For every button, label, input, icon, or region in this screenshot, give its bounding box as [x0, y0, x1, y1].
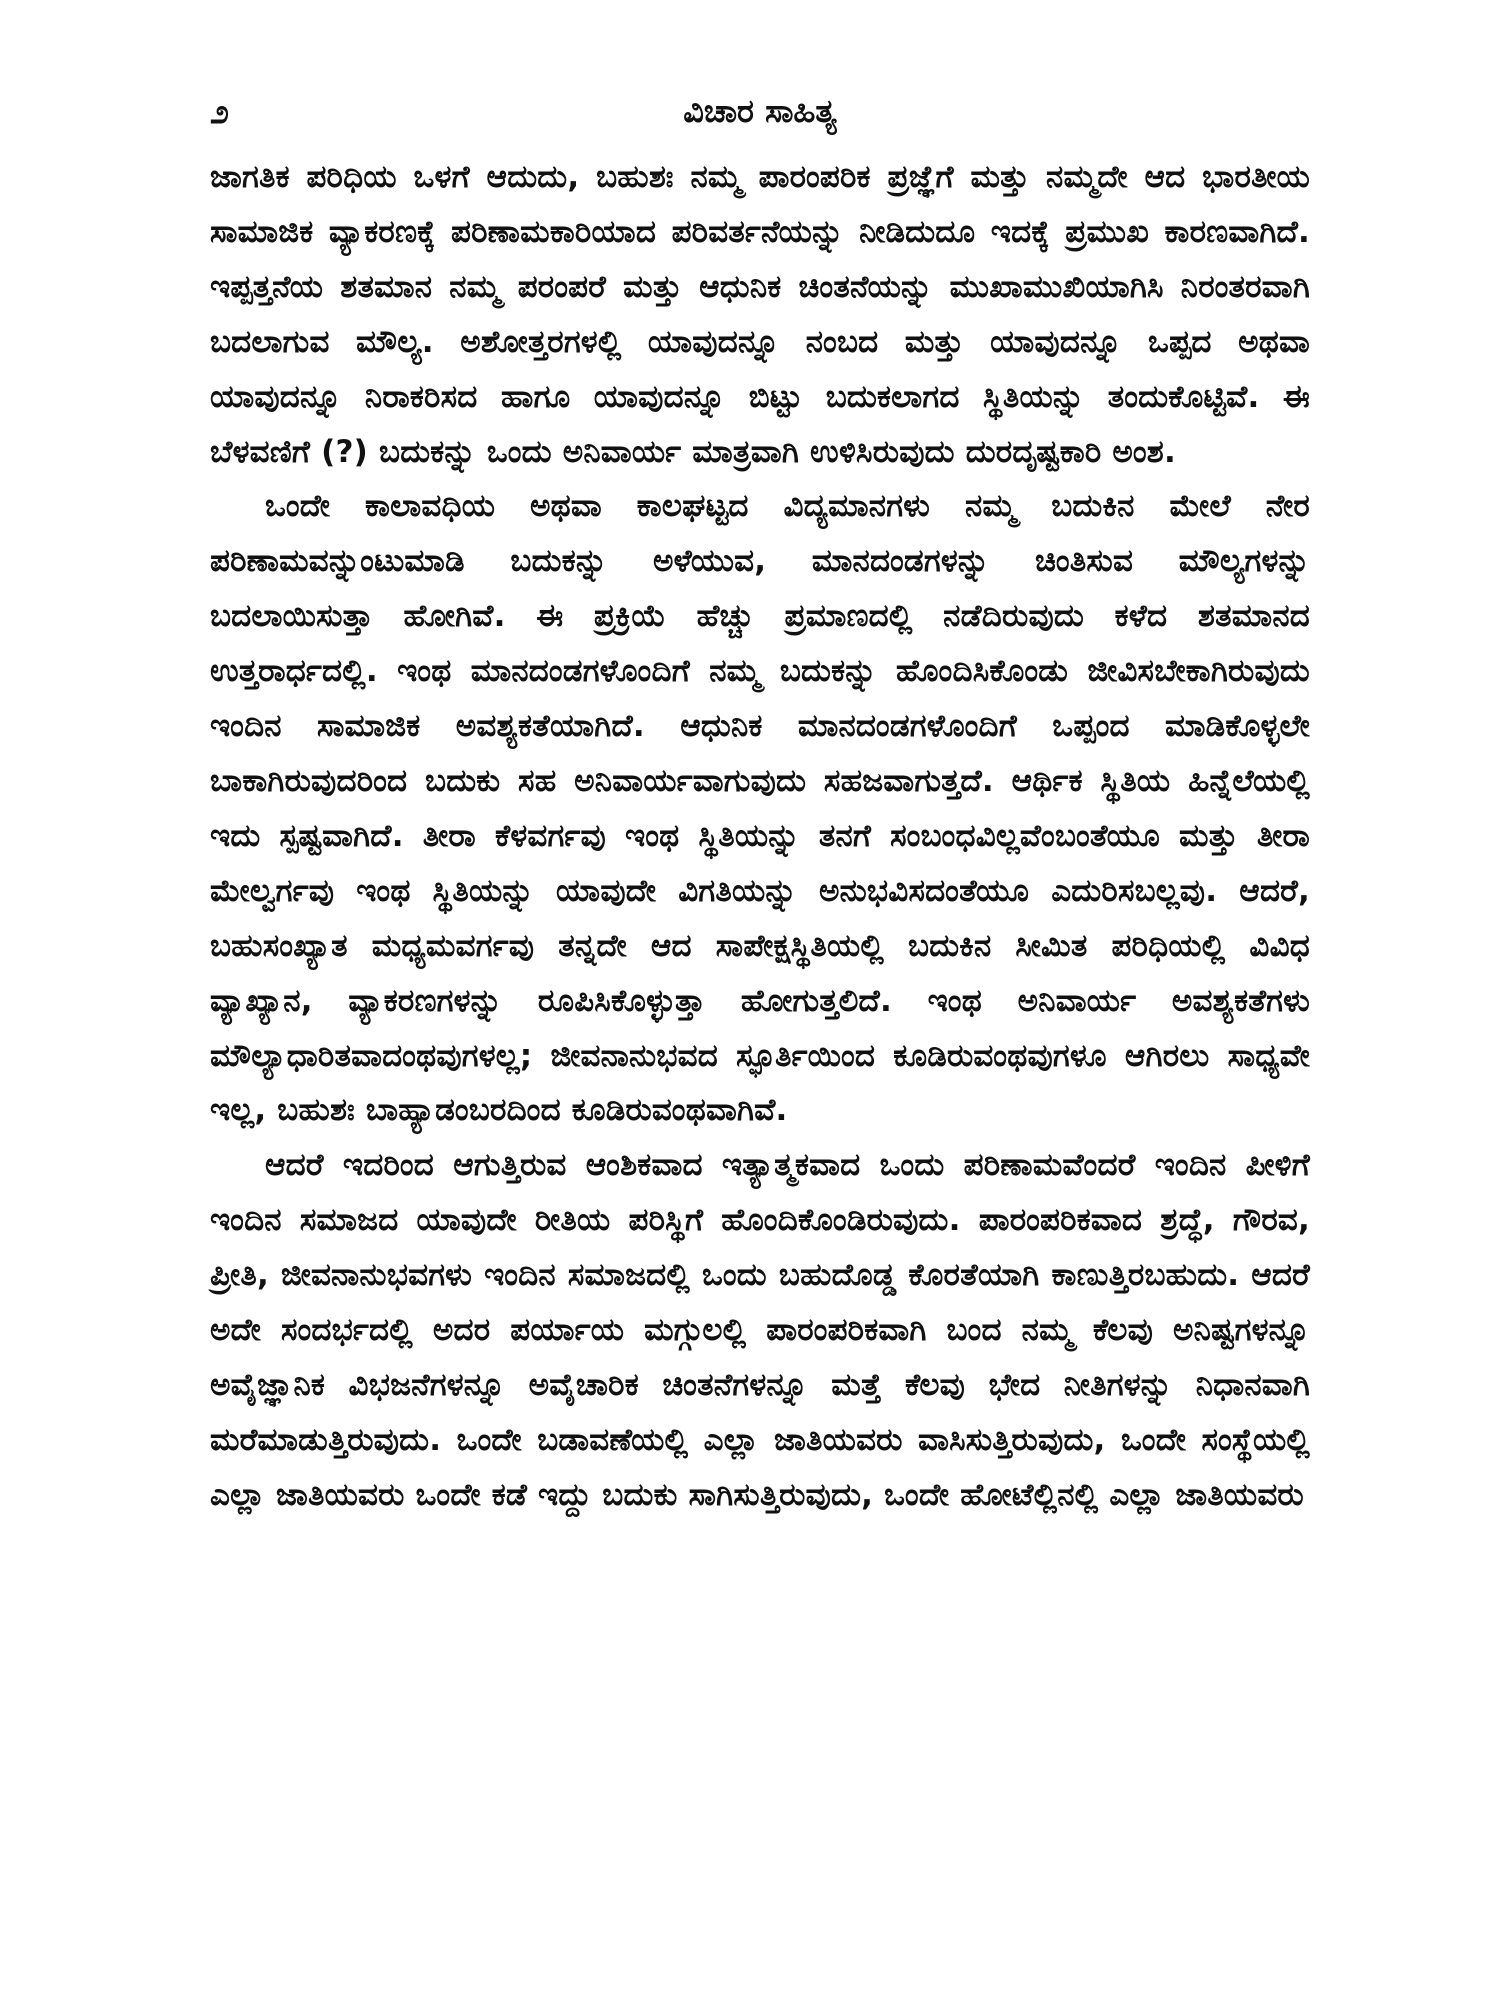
- paragraph-1: ಜಾಗತಿಕ ಪರಿಧಿಯ ಒಳಗೆ ಆದುದು, ಬಹುಶಃ ನಮ್ಮ ಪಾರಂಪರಿಕ ಪ್ರಜ್ಞೆಗೆ ಮತ್ತು ನಮ್ಮದೇ ಆದ ಭಾರತೀಯ ಸಾಮಾಜಿಕ ವ್ಯಾಕರಣಕ್ಕೆ ಪರಿಣಾಮಕಾರಿಯಾದ ಪರಿವರ್ತನೆಯನ್ನು ನೀಡಿದುದೂ ಇದಕ್ಕೆ ಪ್ರಮುಖ ಕಾರಣವಾಗಿದೆ. ಇಪ್ಪತ್ತನೆಯ ಶತಮಾನ ನಮ್ಮ ಪರಂಪರೆ ಮತ್ತು ಆಧುನಿಕ ಚಿಂತನೆಯನ್ನು ಮುಖಾಮುಖಿಯಾಗಿಸಿ ನಿರಂತರವಾಗಿ ಬದಲಾಗುವ ಮೌಲ್ಯ. ಅಶೋತ್ತರಗಳಲ್ಲಿ ಯಾವುದನ್ನೂ ನಂಬದ ಮತ್ತು ಯಾವುದನ್ನೂ ಒಪ್ಪದ ಅಥವಾ ಯಾವುದನ್ನೂ ನಿರಾಕರಿಸದ ಹಾಗೂ ಯಾವುದನ್ನೂ ಬಿಟ್ಟು ಬದುಕಲಾಗದ ಸ್ಥಿತಿಯನ್ನು ತಂದುಕೊಟ್ಟಿವೆ. ಈ ಬೆಳವಣಿಗೆ (?) ಬದುಕನ್ನು ಒಂದು ಅನಿವಾರ್ಯ ಮಾತ್ರವಾಗಿ ಉಳಿಸಿರುವುದು ದುರದೃಷ್ಟಕಾರಿ ಅಂಶ.: [210, 159, 1310, 470]
- page-header: [210, 92, 1310, 142]
- running-title: ವಿಚಾರ ಸಾಹಿತ್ಯ: [683, 92, 837, 130]
- paragraph-2: ಒಂದೇ ಕಾಲಾವಧಿಯ ಅಥವಾ ಕಾಲಘಟ್ಟದ ವಿದ್ಯಮಾನಗಳು ನಮ್ಮ ಬದುಕಿನ ಮೇಲೆ ನೇರ ಪರಿಣಾಮವನ್ನುಂಟುಮಾಡಿ ಬದುಕನ್ನು ಅಳೆಯುವ, ಮಾನದಂಡಗಳನ್ನು ಚಿಂತಿಸುವ ಮೌಲ್ಯಗಳನ್ನು ಬದಲಾಯಿಸುತ್ತಾ ಹೋಗಿವೆ. ಈ ಪ್ರಕ್ರಿಯೆ ಹೆಚ್ಚು ಪ್ರಮಾಣದಲ್ಲಿ ನಡೆದಿರುವುದು ಕಳೆದ ಶತಮಾನದ ಉತ್ತರಾರ್ಧದಲ್ಲಿ. ಇಂಥ ಮಾನದಂಡಗಳೊಂದಿಗೆ ನಮ್ಮ ಬದುಕನ್ನು ಹೊಂದಿಸಿಕೊಂಡು ಜೀವಿಸಬೇಕಾಗಿರುವುದು ಇಂದಿನ ಸಾಮಾಜಿಕ ಅವಶ್ಯಕತೆಯಾಗಿದೆ. ಆಧುನಿಕ ಮಾನದಂಡಗಳೊಂದಿಗೆ ಒಪ್ಪಂದ ಮಾಡಿಕೊಳ್ಳಲೇ ಬಾಕಾಗಿರುವುದರಿಂದ ಬದುಕು ಸಹ ಅನಿವಾರ್ಯವಾಗುವುದು ಸಹಜವಾಗುತ್ತದೆ. ಆರ್ಥಿಕ ಸ್ಥಿತಿಯ ಹಿನ್ನೆಲೆಯಲ್ಲಿ ಇದು ಸ್ಪಷ್ಟವಾಗಿದೆ. ತೀರಾ ಕೆಳವರ್ಗವು ಇಂಥ ಸ್ಥಿತಿಯನ್ನು ತನಗೆ ಸಂಬಂಧವಿಲ್ಲವೆಂಬಂತೆಯೂ ಮತ್ತು ತೀರಾ ಮೇಲ್ವರ್ಗವು ಇಂಥ ಸ್ಥಿತಿಯನ್ನು ಯಾವುದೇ ವಿಗತಿಯನ್ನು ಅನುಭವಿಸದಂತೆಯೂ ಎದುರಿಸಬಲ್ಲವು. ಆದರೆ, ಬಹುಸಂಖ್ಯಾತ ಮಧ್ಯಮವರ್ಗವು ತನ್ನದೇ ಆದ ಸಾಪೇಕ್ಷಸ್ಥಿತಿಯಲ್ಲಿ ಬದುಕಿನ ಸೀಮಿತ ಪರಿಧಿಯಲ್ಲಿ ವಿವಿಧ ವ್ಯಾಖ್ಯಾನ, ವ್ಯಾಕರಣಗಳನ್ನು ರೂಪಿಸಿಕೊಳ್ಳುತ್ತಾ ಹೋಗುತ್ತಲಿದೆ. ಇಂಥ ಅನಿವಾರ್ಯ ಅವಶ್ಯಕತೆಗಳು ಮೌಲ್ಯಾಧಾರಿತವಾದಂಥವುಗಳಲ್ಲ; ಜೀವನಾನುಭವದ ಸ್ಫೂರ್ತಿಯಿಂದ ಕೂಡಿರುವಂಥವುಗಳೂ ಆಗಿರಲು ಸಾಧ್ಯವೇ ಇಲ್ಲ, ಬಹುಶಃ ಬಾಹ್ಯಾಡಂಬರದಿಂದ ಕೂಡಿರುವಂಥವಾಗಿವೆ.: [210, 488, 1310, 1129]
- body-text: [210, 150, 1310, 1523]
- paragraph-3: ಆದರೆ ಇದರಿಂದ ಆಗುತ್ತಿರುವ ಆಂಶಿಕವಾದ ಇತ್ಯಾತ್ಮಕವಾದ ಒಂದು ಪರಿಣಾಮವೆಂದರೆ ಇಂದಿನ ಪೀಳಿಗೆ ಇಂದಿನ ಸಮಾಜದ ಯಾವುದೇ ರೀತಿಯ ಪರಿಸ್ಥಿಗೆ ಹೊಂದಿಕೊಂಡಿರುವುದು. ಪಾರಂಪರಿಕವಾದ ಶ್ರದ್ಧೆ, ಗೌರವ, ಪ್ರೀತಿ, ಜೀವನಾನುಭವಗಳು ಇಂದಿನ ಸಮಾಜದಲ್ಲಿ ಒಂದು ಬಹುದೊಡ್ಡ ಕೊರತೆಯಾಗಿ ಕಾಣುತ್ತಿರಬಹುದು. ಆದರೆ ಅದೇ ಸಂದರ್ಭದಲ್ಲಿ ಅದರ ಪರ್ಯಾಯ ಮಗ್ಗುಲಲ್ಲಿ ಪಾರಂಪರಿಕವಾಗಿ ಬಂದ ನಮ್ಮ ಕೆಲವು ಅನಿಷ್ಟಗಳನ್ನೂ ಅವೈಜ್ಞಾನಿಕ ವಿಭಜನೆಗಳನ್ನೂ ಅವೈಚಾರಿಕ ಚಿಂತನೆಗಳನ್ನೂ ಮತ್ತೆ ಕೆಲವು ಭೇದ ನೀತಿಗಳನ್ನು ನಿಧಾನವಾಗಿ ಮರೆಮಾಡುತ್ತಿರುವುದು. ಒಂದೇ ಬಡಾವಣೆಯಲ್ಲಿ ಎಲ್ಲಾ ಜಾತಿಯವರು ವಾಸಿಸುತ್ತಿರುವುದು, ಒಂದೇ ಸಂಸ್ಥೆಯಲ್ಲಿ ಎಲ್ಲಾ ಜಾತಿಯವರು ಒಂದೇ ಕಡೆ ಇದ್ದು ಬದುಕು ಸಾಗಿಸುತ್ತಿರುವುದು, ಒಂದೇ ಹೋಟೆಲ್ಲಿನಲ್ಲಿ ಎಲ್ಲಾ ಜಾತಿಯವರು: [210, 1147, 1310, 1513]
- page-number: ೨: [210, 92, 230, 132]
